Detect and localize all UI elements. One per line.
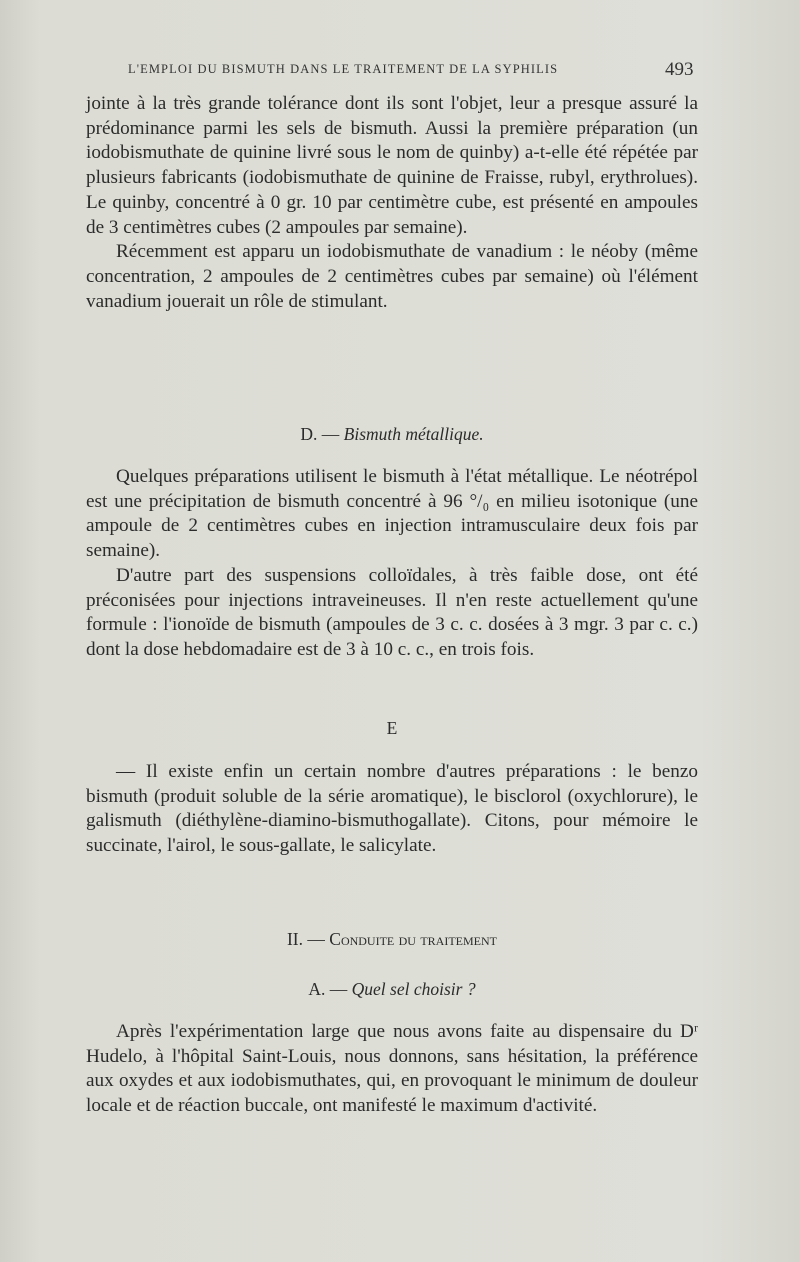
section-heading-a [86,979,698,1000]
text-block-4 [86,1020,698,1119]
heading-prefix: D. — [300,424,340,444]
text-block-2 [86,465,698,663]
section-heading-e: E [386,718,398,738]
text-block-3 [86,760,698,859]
heading-prefix: II. — [286,929,325,949]
paragraph: Quelques préparations utilisent le bismuth à l'état métallique. Le néotrépol est une précipitation de bismuth concentré à 96 °/₀ en milieu isotonique (une ampoule de 2 centimètres cubes en injection intramusculaire deux fois par semaine). [86,466,698,562]
heading-title: Conduite du traitement [329,929,497,949]
heading-title: Bismuth métallique. [343,424,484,444]
running-header: L'EMPLOI DU BISMUTH DANS LE TRAITEMENT DE LA SYPHILIS [128,62,559,76]
heading-prefix: A. — [308,979,348,999]
paragraph: Récemment est apparu un iodobismuthate de vanadium : le néoby (même concentration, 2 ampoules de 2 centimètres cubes par semaine) où l'élément vanadium jouerait un rôle de stimulant. [86,241,698,312]
heading-title: Quel sel choisir ? [351,979,476,999]
page-number: 493 [665,59,694,80]
paragraph: Après l'expérimentation large que nous avons faite au dispensaire du Dʳ Hudelo, à l'hôpital Saint-Louis, nous donnons, sans hésitation, la préférence aux oxydes et aux iodobismuthates, qui, en provoquant le minimum de douleur locale et de réaction buccale, ont manifesté le maximum d'activité. [86,1021,698,1117]
section-heading-d [86,424,698,445]
paragraph: — Il existe enfin un certain nombre d'autres préparations : le benzo bismuth (produit soluble de la série aromatique), le bisclorol (oxychlorure), le galismuth (diéthylène-diamino-bismuthogallate). Citons, pour mémoire le succinate, l'airol, le sous-gallate, le salicylate. [86,761,698,857]
section-heading-ii [86,929,698,950]
paragraph: jointe à la très grande tolérance dont ils sont l'objet, leur a presque assuré la prédominance parmi les sels de bismuth. Aussi la première préparation (un iodobismuthate de quinine livré sous le nom de quinby) a-t-elle été répétée par plusieurs fabricants (iodobismuthate de quinine de Fraisse, rubyl, erythrolues). Le quinby, concentré à 0 gr. 10 par centimètre cube, est présenté en ampoules de 3 centimètres cubes (2 ampoules par semaine). [86,93,698,238]
paragraph: D'autre part des suspensions colloïdales, à très faible dose, ont été préconisées pour injections intraveineuses. Il n'en reste actuellement qu'une formule : l'ionoïde de bismuth (ampoules de 3 c. c. dosées à 3 mgr. 3 par c. c.) dont la dose hebdomadaire est de 3 à 10 c. c., en trois fois. [86,564,698,660]
text-block-1 [86,92,698,314]
